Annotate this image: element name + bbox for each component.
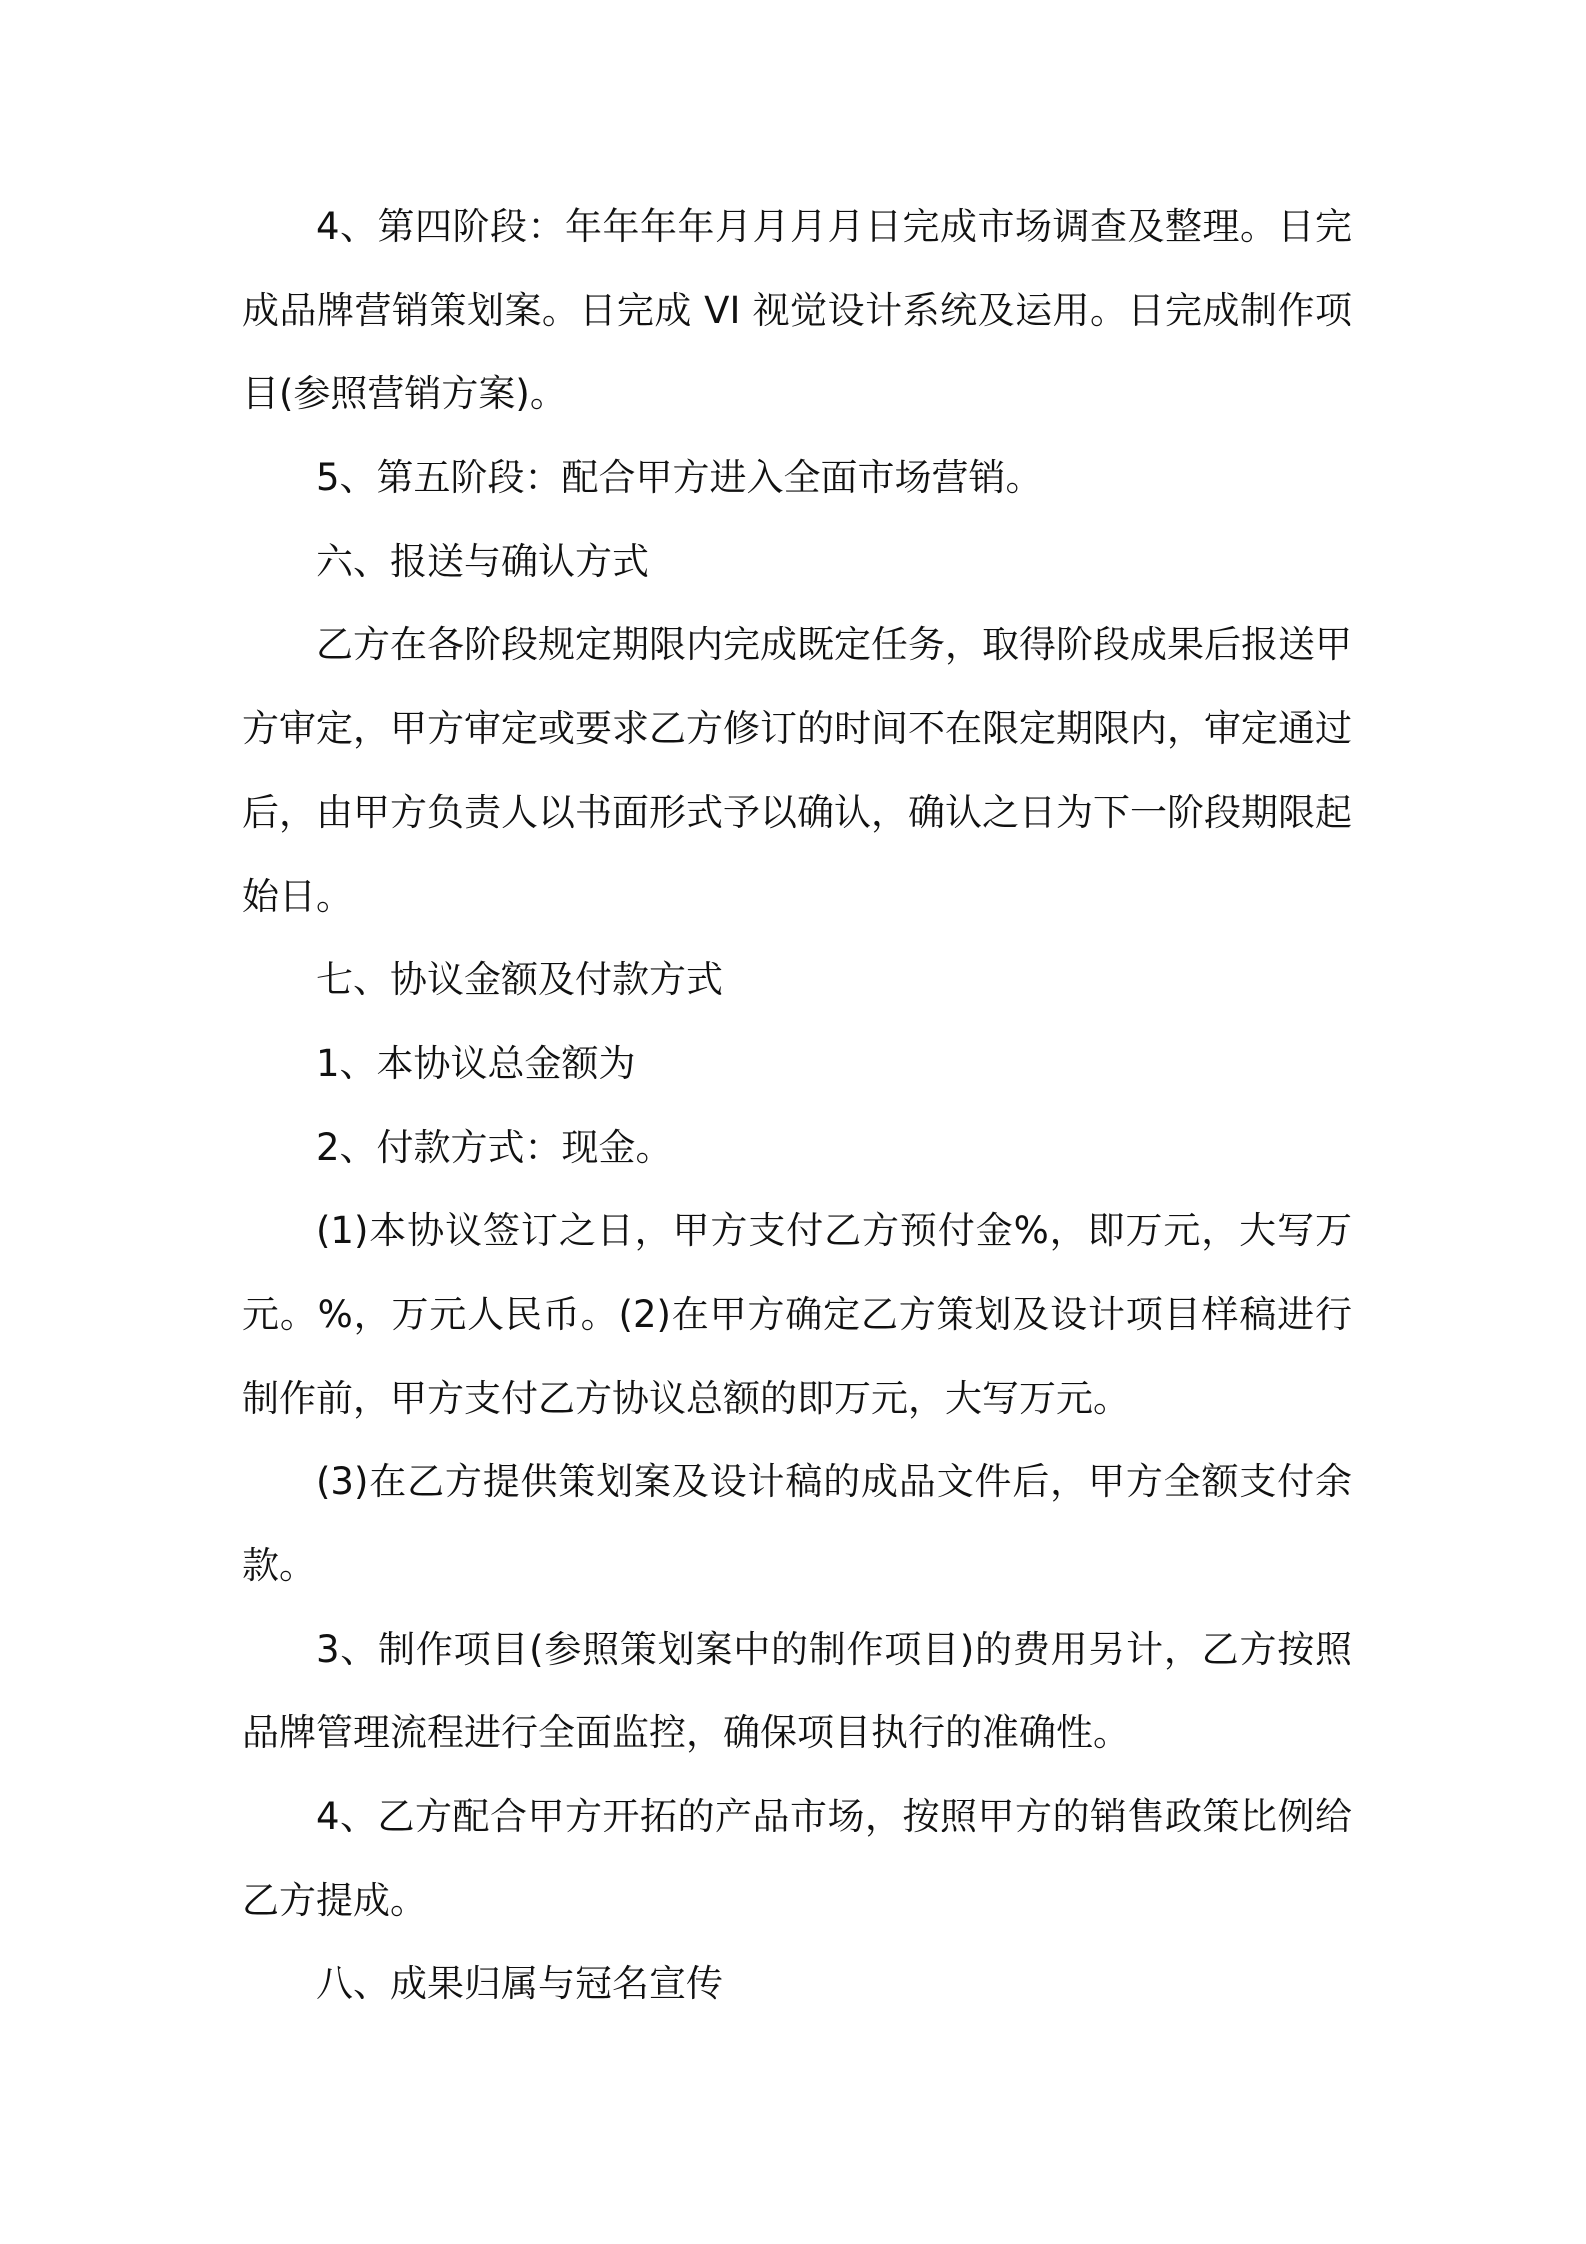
payment-items-1-2 [242,1189,1352,1440]
text-line: 4、乙方配合甲方开拓的产品市场，按照甲方的销售政策比例给 [316,1795,1352,1839]
text-line: 后，由甲方负责人以书面形式予以确认，确认之日为下一阶段期限起 [242,790,1352,834]
heading-line: 七、协议金额及付款方式 [316,958,723,1002]
payment-item-3 [242,1440,1352,1607]
stage-4-paragraph [242,185,1352,436]
section-6-heading [242,520,1352,604]
text-line: 4、第四阶段：年年年年月月月月日完成市场调查及整理。日完 [316,205,1352,248]
heading-line: 八、成果归属与冠名宣传 [316,1962,723,2006]
text-line: 款。 [242,1544,316,1587]
text-line: 元。%，万元人民币。(2)在甲方确定乙方策划及设计项目样稿进行 [242,1292,1352,1336]
text-line: 制作前，甲方支付乙方协议总额的即万元，大写万元。 [242,1376,1130,1420]
clause-4-commission [242,1775,1352,1942]
stage-5-paragraph [242,436,1352,520]
submission-confirmation-paragraph [242,603,1352,938]
text-line: (1)本协议签订之日，甲方支付乙方预付金%，即万元，大写万 [316,1209,1352,1253]
text-line: 乙方提成。 [242,1878,427,1922]
section-7-heading [242,938,1352,1022]
clause-3-production-costs [242,1608,1352,1775]
text-line: 5、第五阶段：配合甲方进入全面市场营销。 [316,456,1043,500]
text-line: 始日。 [242,874,353,918]
section-8-heading [242,1942,1352,2026]
text-line: 乙方在各阶段规定期限内完成既定任务，取得阶段成果后报送甲 [316,623,1352,667]
document-body [242,185,1352,2026]
text-line: 3、制作项目(参照策划案中的制作项目)的费用另计，乙方按照 [316,1627,1352,1671]
text-line: 2、付款方式：现金。 [316,1125,673,1169]
text-line: 1、本协议总金额为 [316,1041,636,1085]
heading-line: 六、报送与确认方式 [316,539,649,583]
text-line: (3)在乙方提供策划案及设计稿的成品文件后，甲方全额支付余 [316,1460,1352,1504]
text-line: 方审定，甲方审定或要求乙方修订的时间不在限定期限内，审定通过 [242,707,1352,751]
clause-2-payment-method [242,1106,1352,1190]
text-line: 成品牌营销策划案。日完成 VI 视觉设计系统及运用。日完成制作项 [242,288,1352,332]
text-line: 品牌管理流程进行全面监控，确保项目执行的准确性。 [242,1711,1130,1755]
clause-1-total-amount [242,1022,1352,1106]
text-line: 目(参照营销方案)。 [242,372,567,416]
